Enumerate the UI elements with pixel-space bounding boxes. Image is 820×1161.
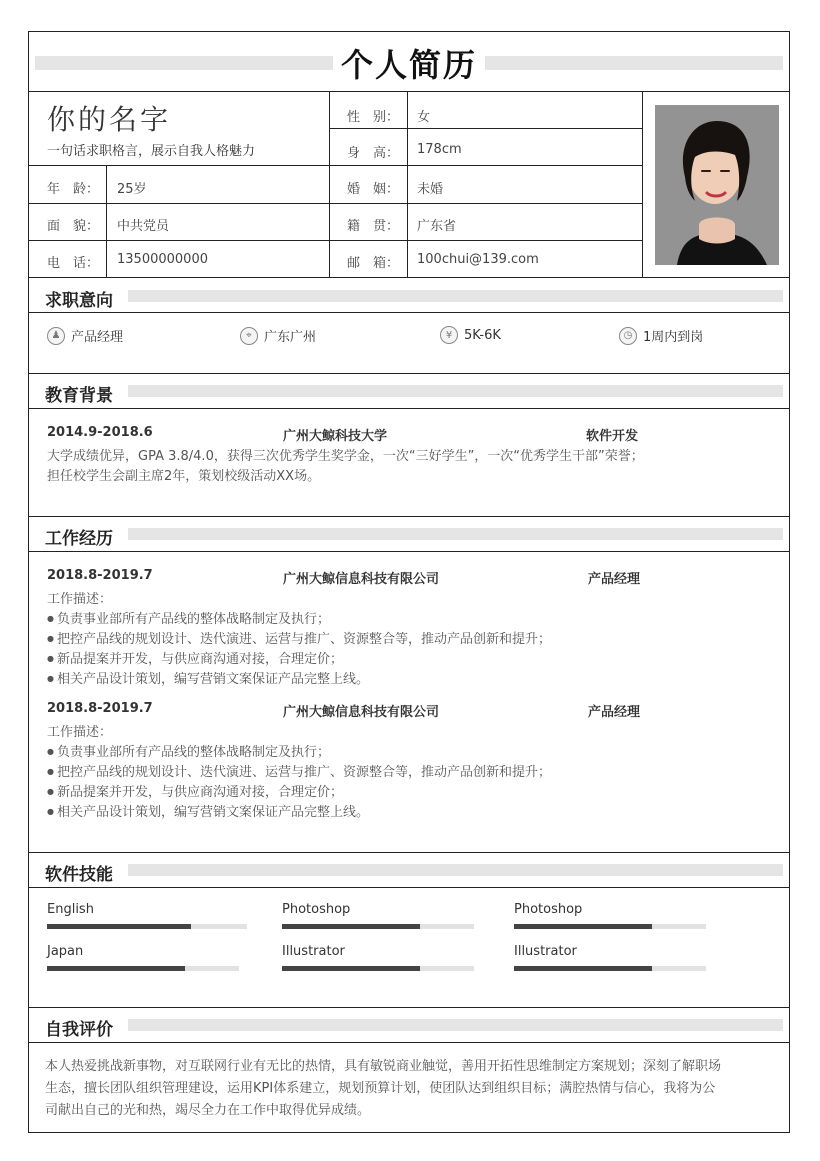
education-line: 大学成绩优异，GPA 3.8/4.0，获得三次优秀学生奖学金，一次“三好学生”，一次“优秀学生干部”荣誉； xyxy=(47,449,644,464)
divider xyxy=(29,852,789,853)
age-value: 25岁 xyxy=(117,182,147,197)
skill-name: Illustrator xyxy=(282,944,345,959)
skill-bar xyxy=(514,966,706,971)
candidate-name: 你的名字 xyxy=(47,103,172,136)
work-desc-label: 工作描述： xyxy=(47,592,113,607)
intent-salary xyxy=(440,326,501,344)
profile-photo xyxy=(655,105,779,265)
origin-label: 籍 贯： xyxy=(347,219,400,234)
work-role: 产品经理 xyxy=(588,705,641,720)
work-role: 产品经理 xyxy=(588,572,641,587)
education-major: 软件开发 xyxy=(586,429,639,444)
slogan: 一句话求职格言，展示自我人格魅力 xyxy=(47,144,256,159)
skill-bar xyxy=(282,966,474,971)
work-period: 2018.8-2019.7 xyxy=(47,701,153,716)
skill-bar xyxy=(47,924,247,929)
skills-heading: 软件技能 xyxy=(45,865,113,885)
resume-title: 个人简历 xyxy=(29,40,789,86)
skill-name: Illustrator xyxy=(514,944,577,959)
skill-name: English xyxy=(47,902,94,917)
section-bar xyxy=(128,1019,783,1031)
marital-value: 未婚 xyxy=(417,182,444,197)
divider xyxy=(29,1042,789,1043)
skill-level xyxy=(47,966,185,971)
skill-name: Japan xyxy=(47,944,84,959)
skill-level xyxy=(282,966,420,971)
intent-location xyxy=(240,326,316,345)
gender-label: 性 别： xyxy=(347,110,400,125)
resume-sheet xyxy=(28,31,790,1133)
origin-value: 广东省 xyxy=(417,219,457,234)
divider xyxy=(642,91,643,277)
section-bar xyxy=(128,864,783,876)
intent-heading: 求职意向 xyxy=(45,291,113,311)
work-company: 广州大鲸信息科技有限公司 xyxy=(283,705,440,720)
divider xyxy=(29,312,789,313)
marital-label: 婚 姻： xyxy=(347,182,400,197)
work-bullet: ● 负责事业部所有产品线的整体战略制定及执行； xyxy=(47,743,330,764)
work-desc-label: 工作描述： xyxy=(47,725,113,740)
work-bullet: ● 相关产品设计策划，编写营销文案保证产品完整上线。 xyxy=(47,670,369,691)
divider xyxy=(29,91,789,92)
section-bar xyxy=(128,385,783,397)
section-bar xyxy=(128,290,783,302)
work-bullet: ● 把控产品线的规划设计、迭代演进、运营与推广、资源整合等，推动产品创新和提升； xyxy=(47,630,551,651)
politics-value: 中共党员 xyxy=(117,219,170,234)
person-icon: ♟ xyxy=(47,327,65,345)
divider xyxy=(29,165,642,166)
divider xyxy=(29,277,789,278)
phone-value: 13500000000 xyxy=(117,252,208,267)
education-heading: 教育背景 xyxy=(45,386,113,406)
gender-value: 女 xyxy=(417,110,431,125)
height-value: 178cm xyxy=(417,142,462,157)
education-period: 2014.9-2018.6 xyxy=(47,425,153,440)
divider xyxy=(29,373,789,374)
divider xyxy=(29,1007,789,1008)
divider xyxy=(29,203,642,204)
work-bullet: ● 新品提案并开发，与供应商沟通对接，合理定价； xyxy=(47,783,343,804)
skill-bar xyxy=(47,966,239,971)
intent-position-text: 产品经理 xyxy=(71,330,124,345)
skill-bar xyxy=(514,924,706,929)
work-bullet: ● 新品提案并开发，与供应商沟通对接，合理定价； xyxy=(47,650,343,671)
divider xyxy=(329,91,330,277)
work-period: 2018.8-2019.7 xyxy=(47,568,153,583)
yen-icon: ¥ xyxy=(440,326,458,344)
skill-level xyxy=(282,924,420,929)
email-label: 邮 箱： xyxy=(347,256,400,271)
skill-level xyxy=(47,924,191,929)
skill-level xyxy=(514,924,652,929)
work-company: 广州大鲸信息科技有限公司 xyxy=(283,572,440,587)
phone-label: 电 话： xyxy=(47,256,100,271)
work-bullet: ● 相关产品设计策划，编写营销文案保证产品完整上线。 xyxy=(47,803,369,824)
divider xyxy=(329,128,642,129)
education-school: 广州大鲸科技大学 xyxy=(283,429,388,444)
divider xyxy=(407,91,408,277)
intent-availability-text: 1周内到岗 xyxy=(643,330,704,345)
self-eval-line: 本人热爱挑战新事物，对互联网行业有无比的热情，具有敏锐商业触觉，善用开拓性思维制定方案规划；深刻了解职场 xyxy=(45,1059,722,1074)
divider xyxy=(29,887,789,888)
skill-name: Photoshop xyxy=(514,902,583,917)
intent-position xyxy=(47,326,123,345)
section-bar xyxy=(128,528,783,540)
age-label: 年 龄： xyxy=(47,182,100,197)
clock-icon: ◷ xyxy=(619,327,637,345)
politics-label: 面 貌： xyxy=(47,219,100,234)
self-eval-heading: 自我评价 xyxy=(45,1020,113,1040)
location-pin-icon: ⌖ xyxy=(240,327,258,345)
work-heading: 工作经历 xyxy=(45,529,113,549)
intent-salary-text: 5K-6K xyxy=(464,327,501,343)
education-line: 担任校学生会副主席2年，策划校级活动XX场。 xyxy=(47,469,321,484)
self-eval-line: 生态，擅长团队组织管理建设，运用KPI体系建立，规划预算计划，使团队达到组织目标；满腔热情与信心，我将为公 xyxy=(45,1081,716,1096)
divider xyxy=(29,551,789,552)
intent-availability xyxy=(619,326,703,345)
intent-location-text: 广东广州 xyxy=(264,330,317,345)
work-bullet: ● 负责事业部所有产品线的整体战略制定及执行； xyxy=(47,610,330,631)
divider xyxy=(29,516,789,517)
skill-bar xyxy=(282,924,474,929)
skill-name: Photoshop xyxy=(282,902,351,917)
divider xyxy=(29,240,642,241)
height-label: 身 高： xyxy=(347,146,400,161)
divider xyxy=(29,408,789,409)
email-value: 100chui@139.com xyxy=(417,252,539,267)
self-eval-line: 司献出自己的光和热，竭尽全力在工作中取得优异成绩。 xyxy=(45,1103,371,1118)
skill-level xyxy=(514,966,652,971)
work-bullet: ● 把控产品线的规划设计、迭代演进、运营与推广、资源整合等，推动产品创新和提升； xyxy=(47,763,551,784)
divider xyxy=(106,165,107,277)
